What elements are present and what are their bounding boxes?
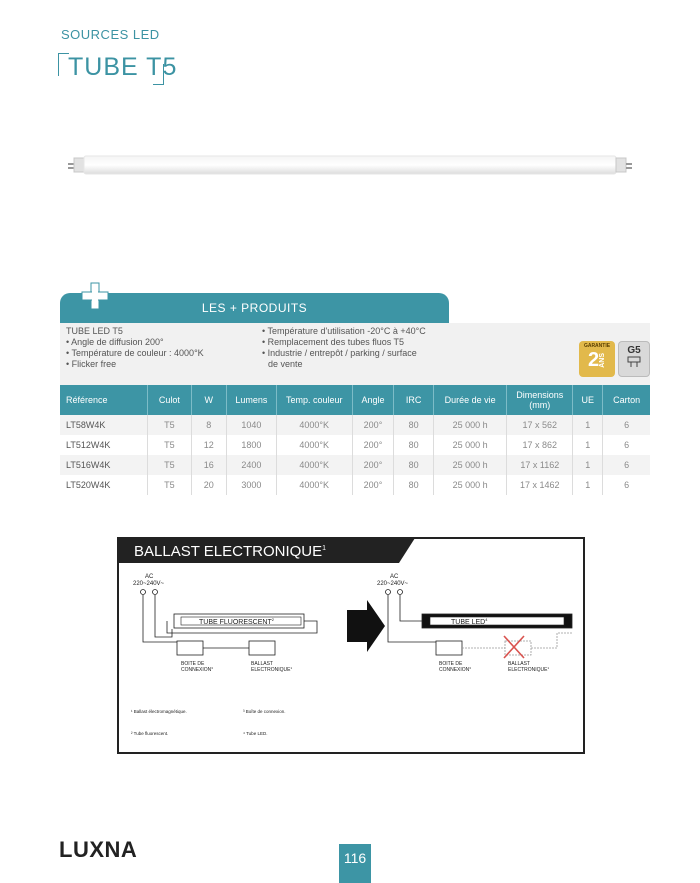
ballast-title: BALLAST ELECTRONIQUE$^1$ [134,543,327,560]
warranty-badge [579,341,615,377]
table-cell: 25 000 h [433,475,506,495]
table-cell: 4000°K [276,435,352,455]
column-header: Dimensions (mm) [507,385,573,415]
table-cell: 6 [603,415,650,435]
column-header: Référence [60,385,148,415]
table-cell: T5 [148,415,192,435]
table-cell: 4000°K [276,455,352,475]
footnote: ⁴ Tube LED. [243,731,268,736]
page-title: TUBE T5 [68,53,178,81]
table-cell: 200° [352,435,394,455]
table-cell: LT58W4K [60,415,148,435]
table-cell: T5 [148,475,192,495]
feature-item: • Température de couleur : 4000°K [66,348,204,358]
table-cell: 6 [603,435,650,455]
led-tube-image [68,150,632,180]
table-cell: 6 [603,455,650,475]
electronique-label-right: ELECTRONIQUE$^1$ [508,666,550,673]
table-cell: LT512W4K [60,435,148,455]
table-cell: 1 [573,455,603,475]
voltage-label-left: 220~240V~ [133,581,165,587]
feature-item: de vente [268,359,303,369]
ballast-diagram [117,537,587,756]
page-number: 116 [343,850,367,866]
boite-label-right: BOITE DE [439,661,463,667]
table-cell: T5 [148,455,192,475]
table-cell: T5 [148,435,192,455]
features-list-right [262,326,462,370]
table-cell: 6 [603,475,650,495]
ballast-label-left: BALLAST [251,661,273,667]
table-cell: 25 000 h [433,455,506,475]
socket-label: G5 [627,345,641,356]
column-header: UE [573,385,603,415]
table-cell: 2400 [226,455,276,475]
table-cell: 8 [191,415,226,435]
socket-icon [619,356,649,370]
connexion-label-left: CONNEXION$^3$ [181,666,213,673]
column-header: Durée de vie [433,385,506,415]
column-header: Culot [148,385,192,415]
table-row [60,475,650,495]
table-cell: 12 [191,435,226,455]
table-cell: 3000 [226,475,276,495]
table-row [60,415,650,435]
footnote: ¹ Ballast électromagnétique. [131,709,187,714]
feature-item: • Remplacement des tubes fluos T5 [262,337,405,347]
table-cell: 1 [573,475,603,495]
table-cell: 80 [394,475,433,495]
column-header: Angle [352,385,394,415]
table-cell: 1800 [226,435,276,455]
warranty-label: GARANTIE [583,343,611,349]
table-cell: 1 [573,415,603,435]
table-cell: 200° [352,415,394,435]
feature-item: • Industrie / entrepôt / parking / surface [262,348,417,358]
warranty-unit: ANS [599,352,607,368]
column-header: Lumens [226,385,276,415]
table-cell: LT520W4K [60,475,148,495]
footnote: ² Tube fluorescent. [131,731,169,736]
ac-label-left: AC [145,574,154,580]
table-cell: 25 000 h [433,435,506,455]
column-header: W [191,385,226,415]
feature-item: • Flicker free [66,359,117,369]
section-label: SOURCES LED [61,27,160,42]
table-cell: 200° [352,475,394,495]
table-cell: 17 x 1462 [507,475,573,495]
ballast-label-right: BALLAST [508,661,530,667]
table-cell: 4000°K [276,475,352,495]
feature-item: • Température d'utilisation -20°C à +40°C [262,326,426,336]
table-cell: 25 000 h [433,415,506,435]
table-cell: 80 [394,415,433,435]
spec-table [60,385,650,495]
connexion-label-right: CONNEXION$^3$ [439,666,471,673]
features-title: LES + PRODUITS [201,301,308,315]
boite-label-left: BOITE DE [181,661,205,667]
column-header: Carton [603,385,650,415]
table-cell: 20 [191,475,226,495]
table-row [60,435,650,455]
table-cell: 1040 [226,415,276,435]
column-header: IRC [394,385,433,415]
table-header-row [60,385,650,415]
electronique-label-left: ELECTRONIQUE$^1$ [251,666,293,673]
table-cell: 17 x 562 [507,415,573,435]
table-row [60,455,650,475]
column-header: Temp. couleur [276,385,352,415]
table-cell: 4000°K [276,415,352,435]
table-cell: 80 [394,435,433,455]
footnote: ³ Boîte de connexion. [243,709,286,714]
voltage-label-right: 220~240V~ [377,581,409,587]
table-cell: 80 [394,455,433,475]
warranty-value: 2 [587,349,600,371]
table-cell: 1 [573,435,603,455]
table-cell: 17 x 1162 [507,455,573,475]
plus-icon [80,281,110,311]
tube-fluo-label: TUBE FLUORESCENT$^2$ [199,617,274,626]
features-list-left [66,326,256,370]
table-cell: 200° [352,455,394,475]
socket-badge [618,341,650,377]
feature-item: TUBE LED T5 [66,326,123,336]
ac-label-right: AC [390,574,399,580]
table-cell: 17 x 862 [507,435,573,455]
table-cell: LT516W4K [60,455,148,475]
brand-logo: LUXNA [59,837,138,862]
table-cell: 16 [191,455,226,475]
feature-item: • Angle de diffusion 200° [66,337,164,347]
tube-led-label: TUBE LED$^4$ [451,617,488,626]
